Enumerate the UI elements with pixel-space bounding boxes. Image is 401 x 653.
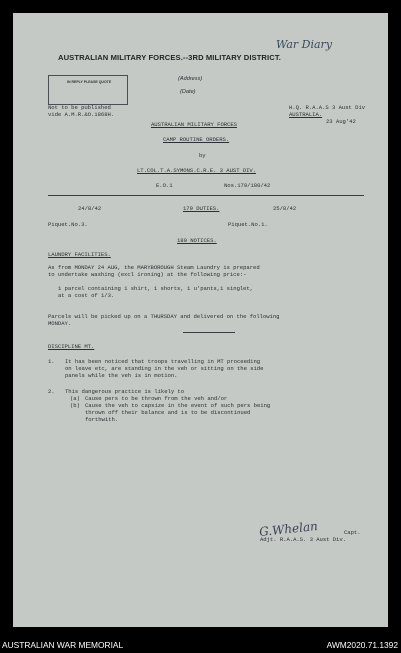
signatory-rank: Capt. <box>344 529 361 536</box>
footer-accession-number: AWM2020.71.1392 <box>326 640 398 650</box>
piquet-left: Piquet.No.3. <box>48 221 88 228</box>
item-2-line-1: This dangerous practice is likely to <box>65 388 185 395</box>
item-1-line-3: panels while the veh is in motion. <box>65 372 178 379</box>
title-line-2: CAMP ROUTINE ORDERS. <box>163 136 230 143</box>
reply-box-label: IN REPLY PLEASE QUOTE <box>67 80 112 84</box>
item-2b-line-1: Cause the veh to capsize in the event of such pers being <box>85 402 271 409</box>
section-rule <box>48 195 364 196</box>
item-2b-line-3: forthwith. <box>85 416 119 423</box>
reply-box <box>48 75 128 105</box>
not-published-line-1: Not to be published <box>48 104 111 111</box>
laundry-p3-line-1: Parcels will be picked up on a THURSDAY and delivered on the following <box>48 313 280 320</box>
signature: G.Whelan <box>258 518 319 540</box>
ref-right: Nos.179/180/42 <box>224 182 271 189</box>
ref-left: E.O.1 <box>156 182 173 189</box>
laundry-p2-line-2: at a cost of 1/3. <box>58 292 115 299</box>
laundry-heading: LAUNDRY FACILITIES. <box>48 251 111 258</box>
item-1-line-2: on leave etc, are standing in the veh or sitting on the side <box>65 365 264 372</box>
item-2-number: 2. <box>48 388 55 395</box>
notices-heading: 180 NOTICES. <box>177 237 217 244</box>
paragraph-divider <box>183 332 235 333</box>
item-2b-label: (b) <box>70 402 80 409</box>
by-word: by <box>199 152 206 159</box>
commander: LT.COL.T.A.SYMONS.C.R.E. 3 AUST DIV. <box>137 167 257 174</box>
discipline-heading: DISCIPLINE MT. <box>48 343 95 350</box>
piquet-right: Piquet.No.1. <box>228 221 268 228</box>
hq-line-2: AUSTRALIA. <box>289 111 323 118</box>
item-2a-label: (a) <box>70 395 80 402</box>
footer-institution: AUSTRALIAN WAR MEMORIAL <box>2 640 124 650</box>
signatory-title: Adjt. R.A.A.S. 3 Aust Div. <box>260 536 346 543</box>
not-published-line-2: vide A.M.R.&O.1868H. <box>48 111 115 118</box>
duties-heading: 179 DUTIES. <box>183 205 220 212</box>
address-label: (Address) <box>178 76 203 82</box>
date-label: (Date) <box>180 89 196 95</box>
laundry-p1-line-1: As from MONDAY 24 AUG, the MARYBOROUGH Steam Laundry is prepared <box>48 264 260 271</box>
piquet-date-right: 25/8/42 <box>273 205 297 212</box>
item-2b-line-2: thrown off their balance and is to be discontinued <box>85 409 251 416</box>
piquet-date-left: 24/8/42 <box>78 205 102 212</box>
laundry-p3-line-2: MONDAY. <box>48 320 72 327</box>
item-1-number: 1. <box>48 358 55 365</box>
handwritten-annotation: War Diary <box>276 38 333 51</box>
letterhead-title: AUSTRALIAN MILITARY FORCES.--3RD MILITARY DISTRICT. <box>58 53 281 62</box>
item-1-line-1: It has been noticed that troops travelling in MT proceeding <box>65 358 261 365</box>
document-page <box>13 13 388 627</box>
hq-line-1: H.Q. R.A.A.S 3 Aust Div <box>289 104 366 111</box>
laundry-p2-line-1: 1 parcel containing 1 shirt, 1 shorts, 1 u'pants,1 singlet, <box>58 285 254 292</box>
document-date: 23 Aug'42 <box>326 118 356 125</box>
item-2a-text: Cause pers to be thrown from the veh and/or <box>85 395 228 402</box>
laundry-p1-line-2: to undertake washing (excl ironing) at the following price:- <box>48 271 247 278</box>
title-line-1: AUSTRALIAN MILITARY FORCES <box>151 121 237 128</box>
